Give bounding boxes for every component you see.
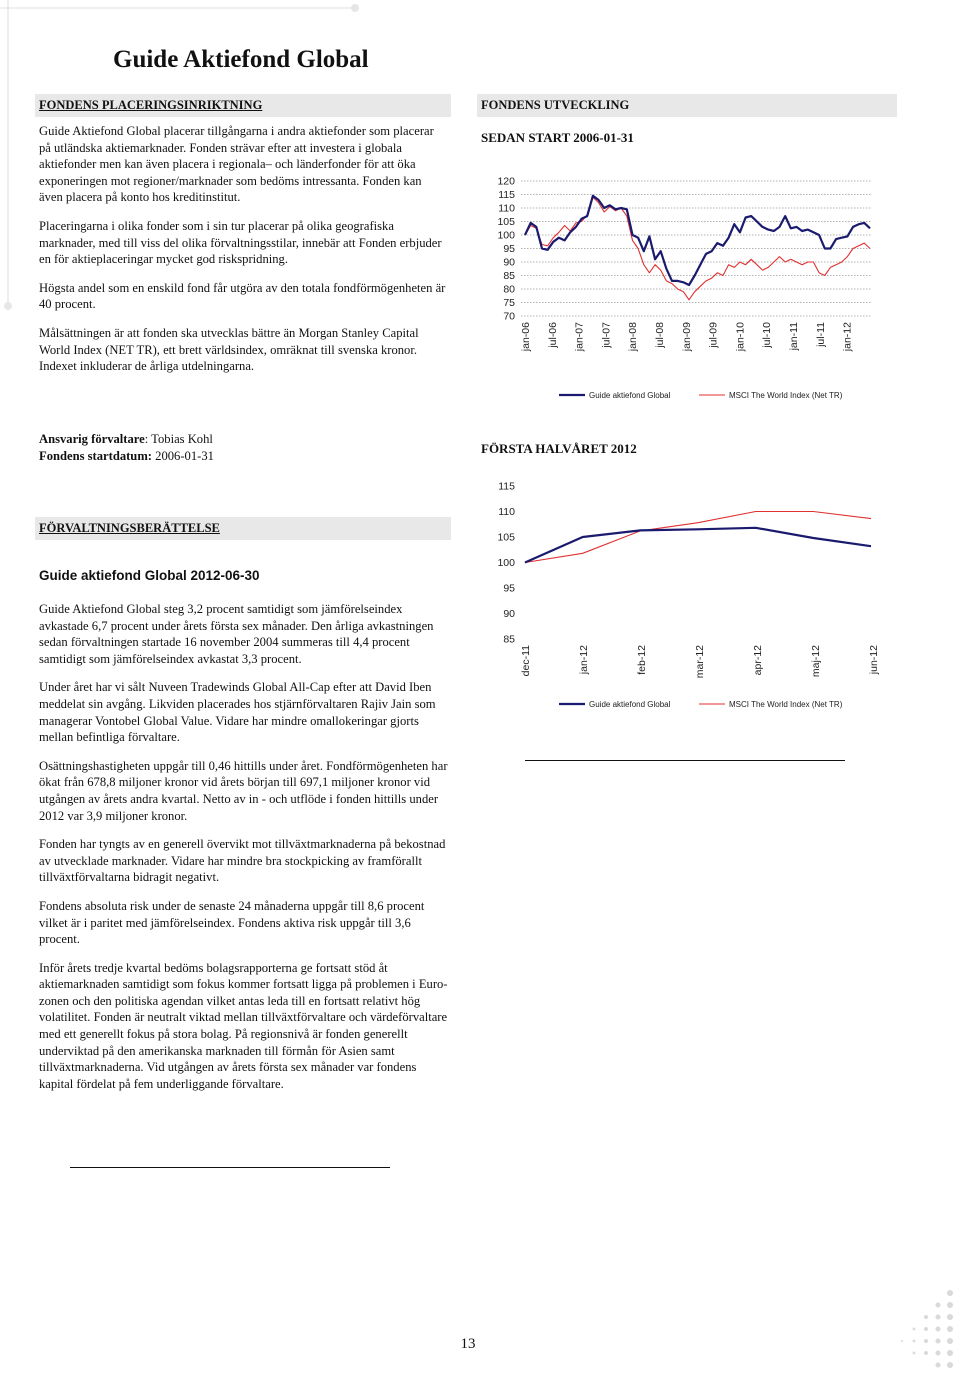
series-line-fund [525, 528, 871, 563]
y-tick-label: 110 [498, 202, 515, 215]
y-tick-label: 95 [503, 582, 515, 595]
left-rule-dot [4, 302, 12, 310]
y-tick-label: 70 [503, 310, 515, 323]
utveckling-heading: FONDENS UTVECKLING [477, 94, 897, 117]
placering-paragraph: Högsta andel som en enskild fond får utgöra av den totala fondförmögenheten är 40 procent. [39, 280, 446, 312]
x-tick-label: jan-06 [520, 322, 532, 352]
y-tick-label: 115 [498, 480, 515, 493]
top-rule-dot [351, 4, 359, 12]
manager-label: Ansvarig förvaltare [39, 432, 145, 446]
y-tick-label: 100 [497, 557, 515, 569]
y-tick-label: 90 [503, 608, 515, 620]
y-tick-label: 120 [497, 175, 515, 188]
start-date-label: Fondens startdatum: [39, 448, 152, 463]
x-tick-label: jul-06 [546, 322, 559, 348]
x-tick-label: jul-08 [654, 322, 666, 348]
x-tick-label: jan-07 [573, 322, 586, 352]
bottom-rule [70, 1167, 390, 1168]
report-paragraph: Osättningshastigheten uppgår till 0,46 hittills under året. Fondförmögenheten har ökat från 678,8 miljoner kronor vid årets början till 697,1 miljoner kronor vid utgången av årets andra kvartal. Netto av in - och utflöde i fonden hittills under 2012 var 3,9 miljoner kronor. [39, 758, 448, 823]
x-tick-label: jul-07 [600, 322, 613, 348]
legend-label: MSCI The World Index (Net TR) [729, 391, 843, 400]
y-tick-label: 105 [497, 531, 515, 544]
y-tick-label: 115 [498, 189, 515, 201]
y-tick-label: 80 [503, 283, 515, 296]
forvaltning-heading: FÖRVALTNINGSBERÄTTELSE [35, 517, 451, 540]
legend-label: MSCI The World Index (Net TR) [729, 700, 843, 709]
x-tick-label: maj-12 [810, 645, 822, 678]
x-tick-label: jun-12 [868, 645, 880, 675]
report-paragraph: Guide Aktiefond Global steg 3,2 procent samtidigt som jämförelseindex avkastade 6,7 procent under årets första sex månader. Den årliga avkastningen sedan förvaltningen startade 16 november 2004 summeras till 4,4 procent samtidigt som jämförelseindex avkastat 3,3 procent. [39, 602, 434, 666]
manager-value: : Tobias Kohl [144, 432, 213, 446]
y-tick-label: 105 [497, 216, 515, 228]
x-tick-label: jul-11 [814, 322, 827, 347]
x-tick-label: jul-10 [761, 322, 774, 348]
chart2-title: FÖRSTA HALVÅRET 2012 [481, 441, 637, 456]
y-tick-label: 75 [503, 297, 515, 309]
x-tick-label: apr-12 [752, 645, 764, 676]
dot-cluster-decoration [901, 1290, 953, 1368]
manager-line [39, 431, 447, 448]
x-tick-label: jan-12 [578, 645, 590, 675]
fund-meta [39, 431, 447, 464]
x-tick-label: jan-12 [841, 322, 854, 352]
y-tick-label: 110 [498, 506, 515, 518]
chart-since-start [477, 160, 897, 410]
legend-label: Guide aktiefond Global [589, 700, 671, 709]
y-tick-label: 100 [497, 229, 515, 242]
y-tick-label: 85 [503, 270, 515, 282]
chart1-title: SEDAN START 2006-01-31 [481, 130, 634, 145]
page-title: Guide Aktiefond Global [113, 46, 369, 73]
x-tick-label: jan-09 [680, 322, 693, 352]
x-tick-label: dec-11 [520, 645, 532, 677]
right-bottom-rule [525, 760, 845, 761]
report-paragraph: Fondens absoluta risk under de senaste 24 månaderna uppgår till 8,6 procent vilket är i paritet med jämförelseindex. Fondens aktiva risk uppgår till 3,6 procent. [39, 898, 425, 947]
x-tick-label: mar-12 [694, 645, 706, 679]
placering-paragraph: Målsättningen är att fonden ska utvecklas bättre än Morgan Stanley Capital World Index (NET TR), ett brett världsindex, omräknat till svenska kronor. Indexet inkluderar de årliga utdelningarna. [39, 325, 419, 374]
placering-paragraph: Guide Aktiefond Global placerar tillgångarna i andra aktiefonder som placerar på utländska aktiemarknader. Fonden strävar efter att investera i globala aktiefonder men kan även placera i regionala– och länderfonder för att öka exponeringen mot regioner/marknader som bedöms intressanta. Fonden kan även placera på konto hos kreditinstitut. [39, 124, 434, 205]
x-tick-label: jul-09 [707, 322, 720, 348]
chart-first-half [477, 472, 897, 722]
start-date-value: 2006-01-31 [152, 448, 214, 463]
series-line-index [525, 512, 871, 563]
y-tick-label: 90 [503, 256, 515, 269]
legend-label: Guide aktiefond Global [589, 391, 671, 400]
report-text [39, 601, 449, 1104]
start-date-line [39, 448, 447, 465]
x-tick-label: jan-10 [734, 322, 747, 352]
report-paragraph: Under året har vi sålt Nuveen Tradewinds Global All-Cap efter att David Iben meddelat sin avgång. Likviden placerades hos stjärnförvaltaren Rajiv Jain som managerar Vontobel Global Value. Vidare har mindre omallokeringar gjorts mellan befintliga förvaltare. [39, 680, 436, 745]
placering-paragraph: Placeringarna i olika fonder som i sin tur placerar på olika geografiska marknader, med till viss del olika förvaltningsstilar, innebär att Fonden erbjuder en för aktieplaceringar mycket god riskspridning. [39, 218, 442, 267]
page-number: 13 [460, 1336, 476, 1352]
x-tick-label: feb-12 [636, 645, 648, 675]
placering-text [39, 123, 447, 387]
report-title: Guide aktiefond Global 2012-06-30 [39, 568, 260, 583]
x-tick-label: jan-11 [788, 322, 800, 351]
y-tick-label: 95 [503, 243, 515, 255]
y-tick-label: 85 [503, 633, 515, 646]
placering-heading: FONDENS PLACERINGSINRIKTNING [35, 94, 451, 117]
report-paragraph: Fonden har tyngts av en generell övervikt mot tillväxtmarknaderna på bekostnad av utvecklade marknader. Vidare har mindre bra stockpicking av framförallt tillväxtförvaltarna bidragit negativt. [39, 837, 446, 885]
report-paragraph: Inför årets tredje kvartal bedöms bolagsrapporterna ge fortsatt stöd åt aktiemarknaden samtidigt som fokus kommer fortsatt ligga på problemen i Euro-zonen och den politiska agendan vilket antas leda till en fortsatt relativt hög volatilitet. Fonden är neutralt viktad mellan tillväxtförvaltare och värdeförvaltare med ett generellt fokus på stora bolag. På regionsnivå är fonden generellt underviktad på den amerikanska marknaden till förmån för Asien samt tillväxtmarknaderna. Vid utgången av årets första sex månader var fondens kapital fördelat på fem underliggande förvaltare. [39, 960, 448, 1091]
x-tick-label: jan-08 [627, 322, 640, 352]
